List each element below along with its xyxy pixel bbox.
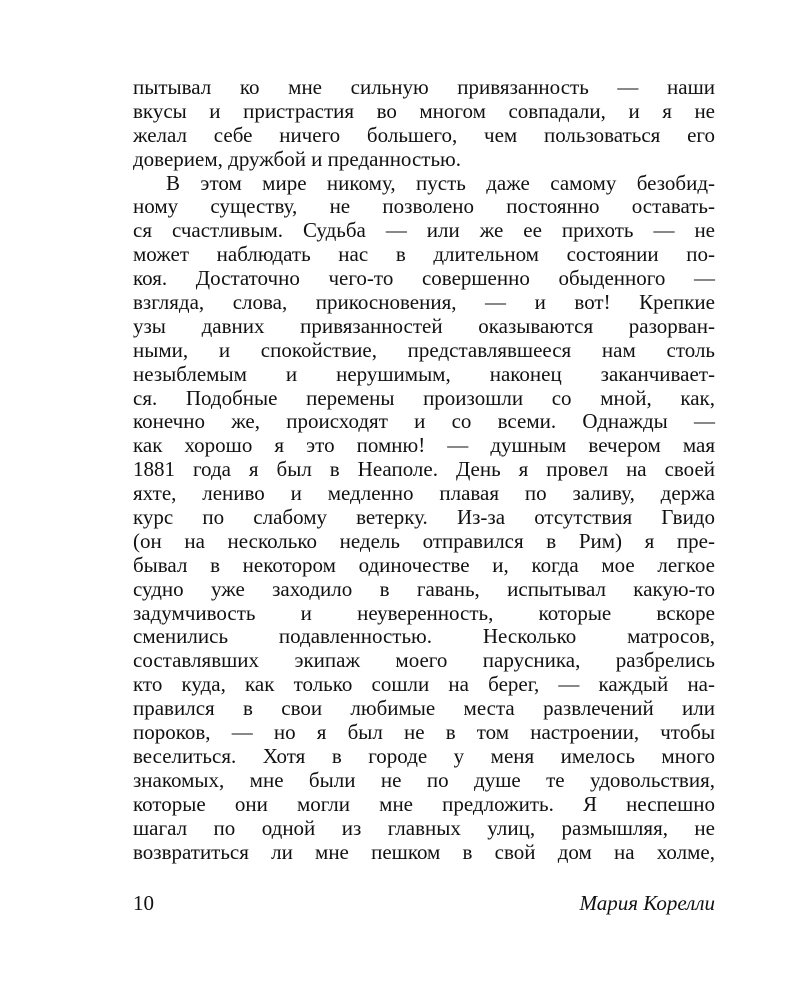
page-number: 10	[133, 891, 154, 915]
text-line: знакомых, мне были не по душе те удовольствия,	[133, 767, 715, 792]
text-line: судно уже заходило в гавань, испытывал какую-то	[133, 576, 715, 601]
text-line: пороков, — но я был не в том настроении, чтобы	[133, 720, 715, 745]
page-body	[133, 76, 715, 864]
text-line: правился в свои любимые места развлечений или	[133, 696, 715, 721]
text-line: (он на несколько недель отправился в Рим) я пре-	[133, 528, 715, 553]
text-line: В этом мире никому, пусть даже самому безобид-	[166, 170, 715, 195]
text-line: курс по слабому ветерку. Из-за отсутствия Гвидо	[133, 505, 715, 530]
text-line: шагал по одной из главных улиц, размышляя, не	[133, 815, 715, 840]
text-line: ся. Подобные перемены произошли со мной, как,	[133, 385, 715, 410]
text-line: доверием, дружбой и преданностью.	[133, 146, 461, 171]
text-line: узы давних привязанностей оказываются разорван-	[133, 313, 715, 338]
page-footer	[133, 890, 715, 916]
text-line: ными, и спокойствие, представлявшееся нам столь	[133, 337, 715, 362]
text-line: которые они могли мне предложить. Я неспешно	[133, 791, 715, 816]
text-line: ся счастливым. Судьба — или же ее прихоть — не	[133, 218, 715, 243]
text-line: составлявших экипаж моего парусника, разбрелись	[133, 648, 715, 673]
text-line: возвратиться ли мне пешком в свой дом на холме,	[133, 839, 715, 864]
text-line: сменились подавленностью. Несколько матросов,	[133, 624, 715, 649]
text-line: веселиться. Хотя в городе у меня имелось много	[133, 743, 715, 768]
text-line: ному существу, не позволено постоянно оставать-	[133, 194, 715, 219]
text-line: 1881 года я был в Неаполе. День я провел на своей	[133, 457, 715, 482]
text-line: конечно же, происходят и со всеми. Однажды —	[133, 409, 715, 434]
text-line: яхте, лениво и медленно плавая по заливу, держа	[133, 481, 715, 506]
text-line: может наблюдать нас в длительном состоянии по-	[133, 242, 715, 267]
text-line: взгляда, слова, прикосновения, — и вот! Крепкие	[133, 290, 715, 315]
text-line: бывал в некотором одиночестве и, когда мое легкое	[133, 552, 715, 577]
paragraph-1	[133, 76, 715, 172]
text-line: кто куда, как только сошли на берег, — каждый на-	[133, 672, 715, 697]
text-line: желал себе ничего большего, чем пользоваться его	[133, 122, 715, 147]
text-line: пытывал ко мне сильную привязанность — наши	[133, 75, 715, 99]
text-line: незыблемым и нерушимым, наконец заканчивает-	[133, 361, 715, 386]
text-line: коя. Достаточно чего-то совершенно обыденного —	[133, 266, 715, 291]
paragraph-2	[133, 172, 715, 865]
text-line: задумчивость и неуверенность, которые вскоре	[133, 600, 715, 625]
running-head-author: Мария Корелли	[579, 891, 715, 915]
text-line: как хорошо я это помню! — душным вечером мая	[133, 433, 715, 458]
text-line: вкусы и пристрастия во многом совпадали, и я не	[133, 98, 715, 123]
